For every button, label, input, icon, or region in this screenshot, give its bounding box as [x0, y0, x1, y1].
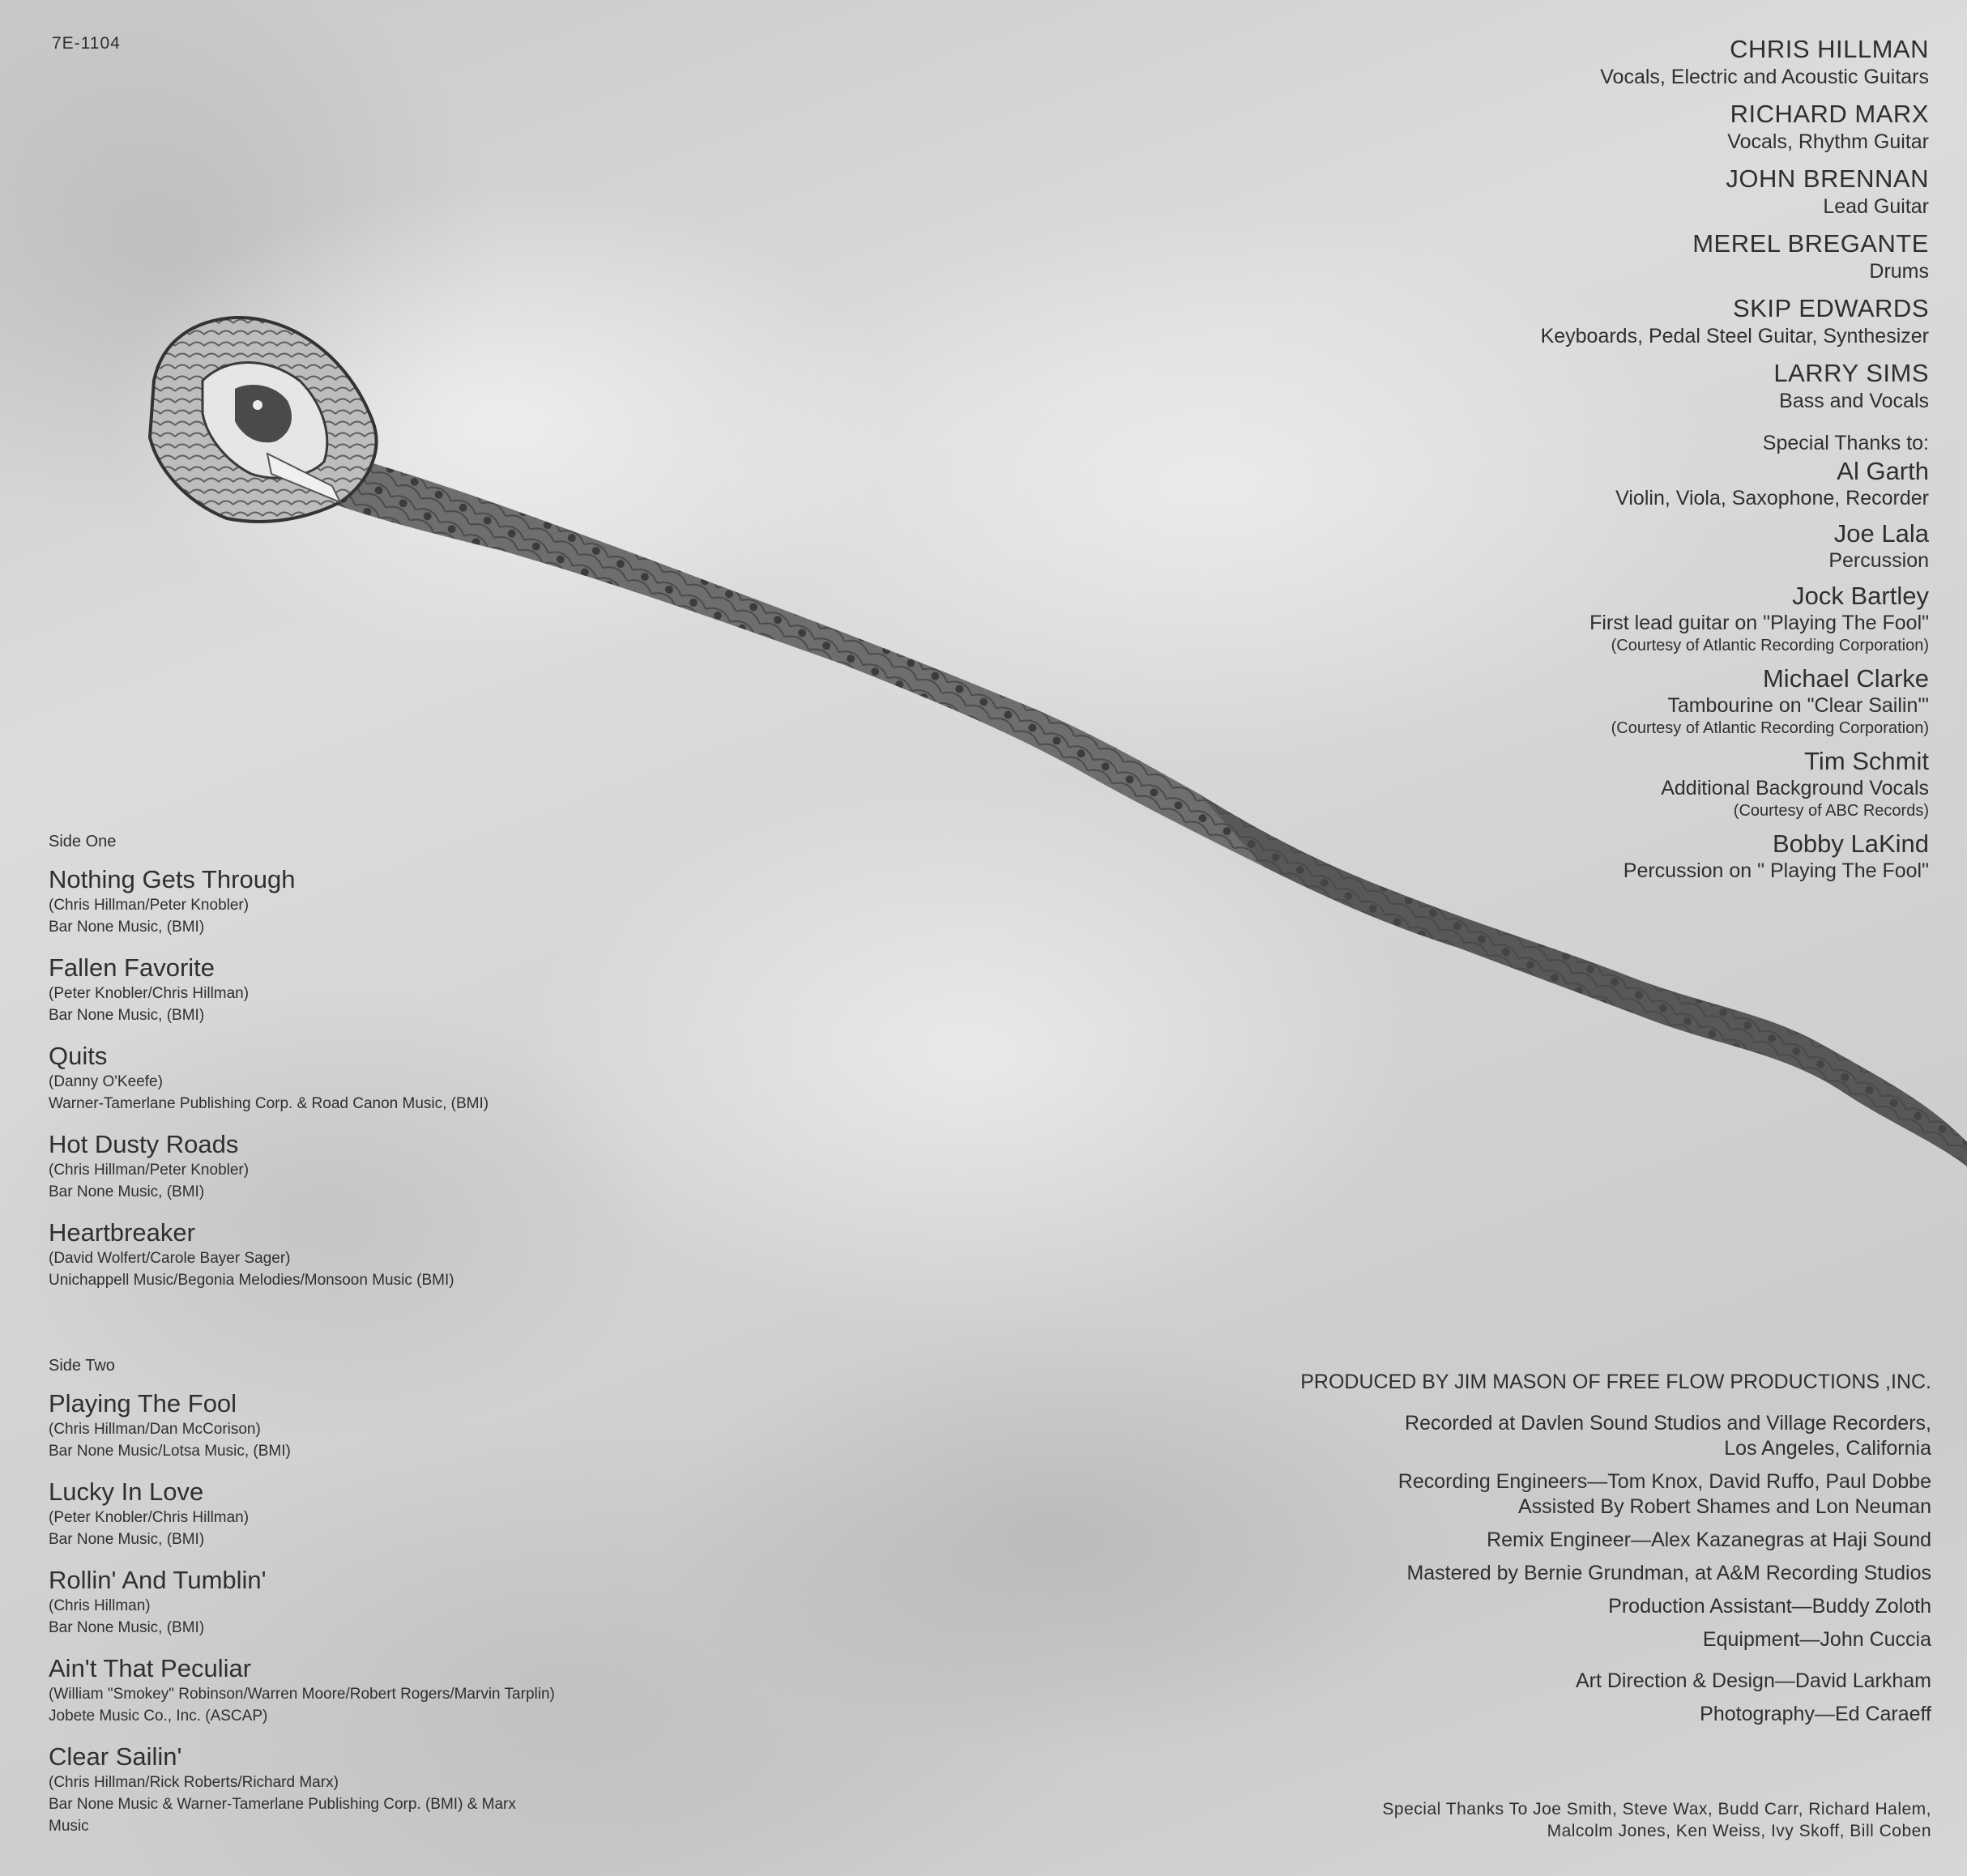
thanks-name: Michael Clarke — [1762, 664, 1929, 693]
track-publisher: Bar None Music, (BMI) — [49, 1619, 205, 1636]
track-writers: (Peter Knobler/Chris Hillman) — [49, 1509, 250, 1526]
track-writers: (Danny O'Keefe) — [49, 1073, 163, 1090]
side-heading: Side One — [49, 833, 117, 851]
track — [49, 864, 632, 938]
thanks-person — [1362, 663, 1929, 739]
track-title: Rollin' And Tumblin' — [49, 1566, 267, 1594]
thanks-person — [1362, 456, 1929, 511]
thanks-role: Percussion — [1828, 549, 1929, 572]
production-assistant: Production Assistant—Buddy Zoloth — [1608, 1595, 1931, 1618]
thanks-courtesy: (Courtesy of Atlantic Recording Corporation) — [1611, 637, 1929, 654]
track-writers: (David Wolfert/Carole Bayer Sager) — [49, 1250, 291, 1267]
band-member — [1362, 228, 1929, 284]
track-title: Clear Sailin' — [49, 1742, 182, 1771]
track-publisher: Bar None Music, (BMI) — [49, 1531, 205, 1548]
catalog-number: 7E-1104 — [52, 34, 121, 53]
member-role: Vocals, Rhythm Guitar — [1727, 130, 1929, 153]
side-heading: Side Two — [49, 1357, 115, 1375]
recording-engineers: Recording Engineers—Tom Knox, David Ruffo, Paul Dobbe — [1397, 1470, 1931, 1493]
side-one-tracklist — [49, 833, 632, 1306]
member-role: Keyboards, Pedal Steel Guitar, Synthesizer — [1540, 325, 1929, 347]
track-publisher: Bar None Music/Lotsa Music, (BMI) — [49, 1443, 291, 1460]
member-name: CHRIS HILLMAN — [1730, 35, 1929, 63]
track-title: Nothing Gets Through — [49, 865, 296, 893]
track-writers: (Chris Hillman/Peter Knobler) — [49, 1162, 250, 1179]
mastered-by: Mastered by Bernie Grundman, at A&M Recording Studios — [1406, 1562, 1931, 1584]
track-writers: (William "Smokey" Robinson/Warren Moore/Robert Rogers/Marvin Tarplin) — [49, 1686, 555, 1703]
track-title: Fallen Favorite — [49, 953, 215, 982]
produced-by: PRODUCED BY JIM MASON OF FREE FLOW PRODUCTIONS ,INC. — [1300, 1371, 1931, 1393]
member-role: Bass and Vocals — [1779, 390, 1929, 412]
thanks-role: Violin, Viola, Saxophone, Recorder — [1615, 487, 1929, 510]
band-member — [1362, 99, 1929, 155]
recorded-location: Los Angeles, California — [1724, 1437, 1931, 1460]
track-publisher: Bar None Music & Warner-Tamerlane Publishing Corp. (BMI) & Marx Music — [49, 1796, 516, 1835]
thanks-person — [1362, 746, 1929, 821]
track-publisher: Bar None Music, (BMI) — [49, 1183, 205, 1200]
track-publisher: Jobete Music Co., Inc. (ASCAP) — [49, 1708, 268, 1725]
special-thanks-heading: Special Thanks to: — [1762, 432, 1929, 454]
track — [49, 1217, 632, 1291]
track-publisher: Bar None Music, (BMI) — [49, 1007, 205, 1024]
thanks-name: Jock Bartley — [1792, 582, 1929, 610]
side-two-tracklist — [49, 1357, 632, 1852]
track — [49, 1653, 632, 1727]
track-title: Hot Dusty Roads — [49, 1130, 239, 1158]
member-name: MEREL BREGANTE — [1692, 229, 1929, 258]
remix-engineer: Remix Engineer—Alex Kazanegras at Haji Sound — [1487, 1529, 1931, 1551]
thanks-person — [1362, 518, 1929, 573]
track-title: Lucky In Love — [49, 1477, 204, 1506]
track-writers: (Chris Hillman/Dan McCorison) — [49, 1421, 261, 1438]
track — [49, 953, 632, 1026]
thanks-courtesy: (Courtesy of Atlantic Recording Corporation) — [1611, 719, 1929, 737]
track-writers: (Chris Hillman/Peter Knobler) — [49, 897, 250, 914]
member-role: Drums — [1869, 260, 1929, 283]
thanks-name: Al Garth — [1837, 457, 1929, 485]
band-member — [1362, 358, 1929, 414]
special-thanks-line: Special Thanks To Joe Smith, Steve Wax, Budd Carr, Richard Halem, — [1382, 1800, 1931, 1818]
member-name: JOHN BRENNAN — [1726, 164, 1929, 193]
thanks-role: Tambourine on "Clear Sailin'" — [1667, 694, 1929, 717]
assistant-engineers: Assisted By Robert Shames and Lon Neuman — [1518, 1495, 1931, 1518]
recorded-at: Recorded at Davlen Sound Studios and Village Recorders, — [1405, 1412, 1931, 1435]
special-thanks-footer — [1121, 1798, 1931, 1842]
thanks-role: Additional Background Vocals — [1661, 777, 1929, 799]
track-publisher: Unichappell Music/Begonia Melodies/Monsoon Music (BMI) — [49, 1272, 454, 1289]
member-role: Vocals, Electric and Acoustic Guitars — [1600, 66, 1929, 88]
art-direction: Art Direction & Design—David Larkham — [1575, 1669, 1931, 1692]
track — [49, 1041, 632, 1115]
track — [49, 1477, 632, 1550]
thanks-courtesy: (Courtesy of ABC Records) — [1733, 802, 1929, 820]
equipment: Equipment—John Cuccia — [1702, 1628, 1931, 1651]
track — [49, 1742, 632, 1837]
member-name: LARRY SIMS — [1773, 359, 1929, 387]
track-writers: (Chris Hillman) — [49, 1597, 151, 1614]
thanks-person — [1362, 829, 1929, 884]
production-credits — [1121, 1369, 1931, 1727]
thanks-role: First lead guitar on "Playing The Fool" — [1589, 612, 1929, 634]
track — [49, 1565, 632, 1639]
track-title: Heartbreaker — [49, 1218, 195, 1247]
thanks-person — [1362, 581, 1929, 656]
track-writers: (Peter Knobler/Chris Hillman) — [49, 985, 250, 1002]
track-publisher: Bar None Music, (BMI) — [49, 919, 205, 936]
track — [49, 1129, 632, 1203]
band-member — [1362, 164, 1929, 220]
band-member — [1362, 293, 1929, 349]
band-member — [1362, 34, 1929, 90]
thanks-name: Tim Schmit — [1804, 747, 1929, 775]
track-title: Quits — [49, 1042, 108, 1070]
special-thanks — [1362, 431, 1929, 891]
member-name: SKIP EDWARDS — [1733, 294, 1929, 322]
thanks-role: Percussion on " Playing The Fool" — [1623, 859, 1929, 882]
track — [49, 1388, 632, 1462]
band-credits — [1362, 34, 1929, 423]
member-name: RICHARD MARX — [1730, 100, 1929, 128]
track-title: Ain't That Peculiar — [49, 1654, 252, 1682]
member-role: Lead Guitar — [1823, 195, 1929, 218]
track-title: Playing The Fool — [49, 1389, 237, 1418]
track-writers: (Chris Hillman/Rick Roberts/Richard Marx) — [49, 1774, 339, 1791]
photography: Photography—Ed Caraeff — [1700, 1703, 1931, 1725]
special-thanks-line: Malcolm Jones, Ken Weiss, Ivy Skoff, Bill Coben — [1547, 1822, 1931, 1840]
thanks-name: Joe Lala — [1833, 519, 1929, 548]
thanks-name: Bobby LaKind — [1772, 829, 1929, 858]
track-publisher: Warner-Tamerlane Publishing Corp. & Road Canon Music, (BMI) — [49, 1095, 489, 1112]
